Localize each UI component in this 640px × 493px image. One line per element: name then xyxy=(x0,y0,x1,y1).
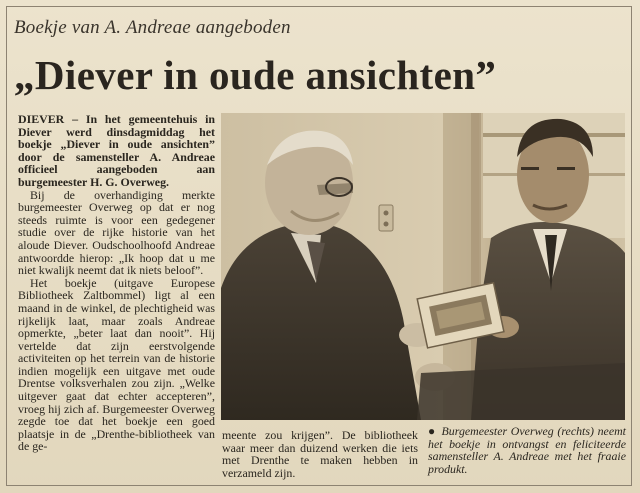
article-paragraph-2: Het boekje (uitgave Europese Bibliotheek Zaltbommel) ligt al een maand in de winkel, de plechtigheid was rijkelijk laat, maar zoals Andreae opmerkte, „beter laat dan nooit”. Hij vertelde dat zijn eerstvolgende activiteiten op het terrein van de historie indien mogelijk een uitgave met oude Drentse volksverhalen zou zijn. „Welke uitgever gaat dat echter accepteren”, vroeg hij zich af. Burgemeester Overweg zegde toe dat het boekje een goed plaatsje in de „Drenthe-bibliotheek van de ge- xyxy=(18,275,215,454)
article-lead: DIEVER – In het gemeentehuis in Diever werd dinsdagmiddag het boekje „Diever in oude ansichten” door de samensteller A. Andreae officieel aangeboden aan burgemeester H. G. Overweg. xyxy=(18,112,215,189)
article-column xyxy=(18,113,215,453)
kicker: Boekje van A. Andreae aangeboden xyxy=(14,17,291,38)
photo-illustration xyxy=(221,113,625,420)
article-paragraph-1: Bij de overhandiging merkte burgemeester Overweg op dat er nog steeds ruimte is voor een gedegener studie over de rijke historie van het aloude Diever. Oudschoolhoofd Andreae antwoordde hierop: „Ik hoop dat u me niet kwalijk neemt dat ik niets beloof”. xyxy=(18,187,215,278)
photo-caption xyxy=(428,425,626,475)
caption-bullet-icon: ● xyxy=(428,424,436,438)
article-continuation: meente zou krijgen”. De bibliotheek waar meer dan duizend werken die iets met Drenthe te maken hebben in verzameld zijn. xyxy=(222,428,418,480)
caption-text: Burgemeester Overweg (rechts) neemt het boekje in ontvangst en feliciteerde samensteller A. Andreae met het fraaie produkt. xyxy=(428,424,626,476)
headline: „Diever in oude ansichten” xyxy=(14,52,497,98)
news-photo xyxy=(221,113,625,420)
